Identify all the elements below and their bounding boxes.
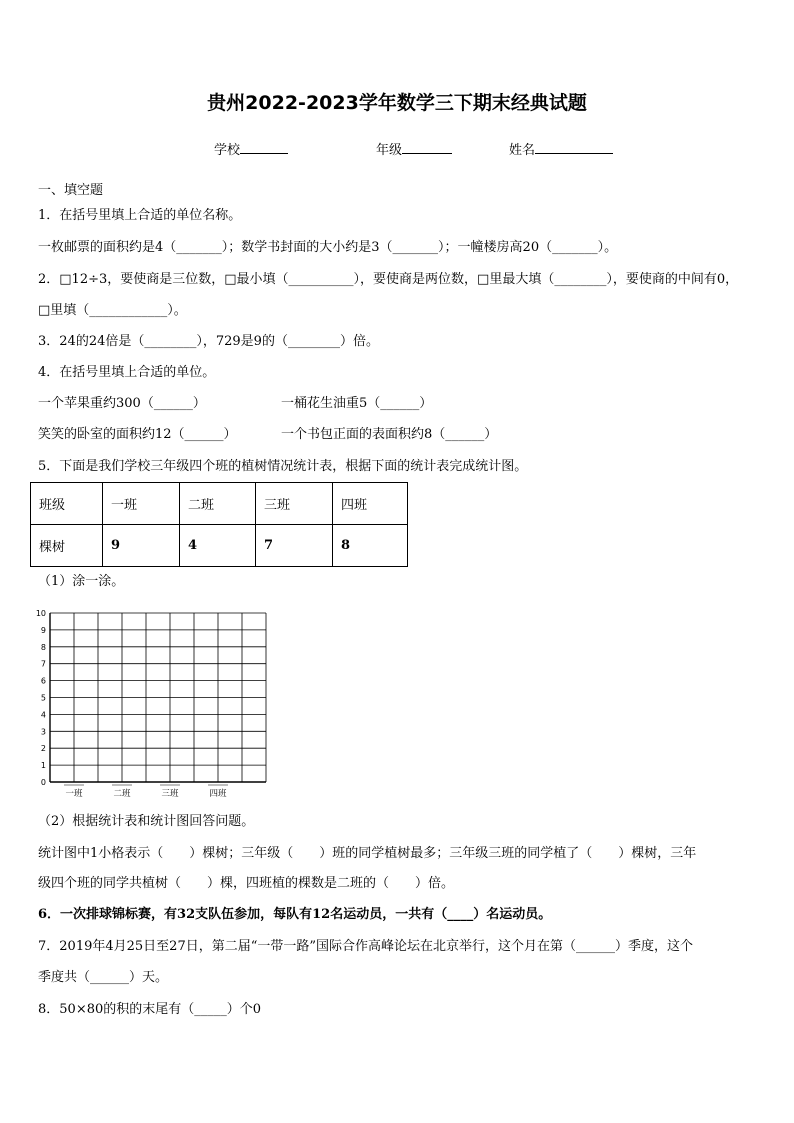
q5-stem: 5．下面是我们学校三年级四个班的植树情况统计表，根据下面的统计表完成统计图。 <box>38 459 528 474</box>
y-tick-label: 0 <box>40 778 46 787</box>
y-tick-label: 7 <box>40 659 46 669</box>
q5-part1: （1）涂一涂。 <box>38 574 125 589</box>
q1-line: 一枚邮票的面积约是4（_______）；数学书封面的大小约是3（_______）；一幢楼房高20（_______）。 <box>38 240 618 255</box>
school-field[interactable] <box>214 141 288 159</box>
q7-line2: 季度共（______）天。 <box>38 970 169 985</box>
y-tick-label: 9 <box>40 625 46 635</box>
table-cell: 二班 <box>180 483 256 525</box>
y-tick-label: 2 <box>40 744 46 754</box>
q3-line: 3．24的24倍是（________），729是9的（________）倍。 <box>38 334 379 349</box>
table-cell: 4 <box>180 525 256 567</box>
table-cell: 班级 <box>31 483 103 525</box>
q7-line1: 7．2019年4月25日至27日，第二届“一带一路”国际合作高峰论坛在北京举行，这个月在第（______）季度，这个 <box>38 939 694 954</box>
y-tick-label: 8 <box>40 642 46 652</box>
y-tick-label: 10 <box>35 609 46 618</box>
q4-item-a: 一个苹果重约300（______） <box>38 396 206 411</box>
school-blank[interactable] <box>240 141 288 154</box>
table-cell: 8 <box>333 525 408 567</box>
table-cell: 一班 <box>103 483 180 525</box>
section-heading: 一、填空题 <box>38 183 104 198</box>
q4-item-d: 一个书包正面的表面积约8（______） <box>281 427 498 442</box>
y-tick-label: 1 <box>40 761 46 771</box>
name-label: 姓名 <box>509 143 536 158</box>
bar-chart-grid[interactable] <box>35 608 274 807</box>
x-category-label: 二班 <box>113 789 131 799</box>
table-cell: 9 <box>103 525 180 567</box>
name-blank[interactable] <box>535 141 613 154</box>
table-cell: 三班 <box>256 483 333 525</box>
q5-answer-line2: 级四个班的同学共植树（ ）棵，四班植的棵数是二班的（ ）倍。 <box>38 876 455 891</box>
name-field[interactable] <box>509 141 613 159</box>
q2-line1: 2．□12÷3，要使商是三位数，□最小填（__________），要使商是两位数，□里最大填（________），要使商的中间有0， <box>38 272 739 287</box>
table-header-row <box>31 483 408 525</box>
table-row <box>31 525 408 567</box>
table-cell: 7 <box>256 525 333 567</box>
table-cell: 棵树 <box>31 525 103 567</box>
y-tick-label: 5 <box>40 693 46 703</box>
q4-item-c: 笑笑的卧室的面积约12（______） <box>38 427 237 442</box>
x-category-label: 四班 <box>209 789 227 799</box>
q8-line: 8．50×80的积的末尾有（_____）个0 <box>38 1002 262 1017</box>
table-cell: 四班 <box>333 483 408 525</box>
y-tick-label: 4 <box>40 710 46 720</box>
x-category-label: 一班 <box>65 789 83 799</box>
q4-item-b: 一桶花生油重5（______） <box>281 396 433 411</box>
y-tick-label: 3 <box>40 727 46 737</box>
x-category-label: 三班 <box>161 789 179 799</box>
page-title: 贵州2022-2023学年数学三下期末经典试题 <box>207 92 587 114</box>
stat-table <box>30 482 408 567</box>
chart-svg[interactable] <box>35 608 274 803</box>
q2-line2: □里填（____________）。 <box>38 303 187 318</box>
q5-part2: （2）根据统计表和统计图回答问题。 <box>38 814 255 829</box>
grade-label: 年级 <box>376 143 403 158</box>
q1-stem: 1．在括号里填上合适的单位名称。 <box>38 208 242 223</box>
q5-answer-line1: 统计图中1小格表示（ ）棵树；三年级（ ）班的同学植树最多；三年级三班的同学植了（ ）棵树，三年 <box>38 846 697 861</box>
school-label: 学校 <box>214 143 241 158</box>
grade-field[interactable] <box>376 141 452 159</box>
q4-stem: 4．在括号里填上合适的单位。 <box>38 365 216 380</box>
y-tick-label: 6 <box>40 676 46 686</box>
q6-line: 6．一次排球锦标赛，有32支队伍参加，每队有12名运动员，一共有（____）名运动员。 <box>38 907 552 922</box>
grade-blank[interactable] <box>402 141 452 154</box>
